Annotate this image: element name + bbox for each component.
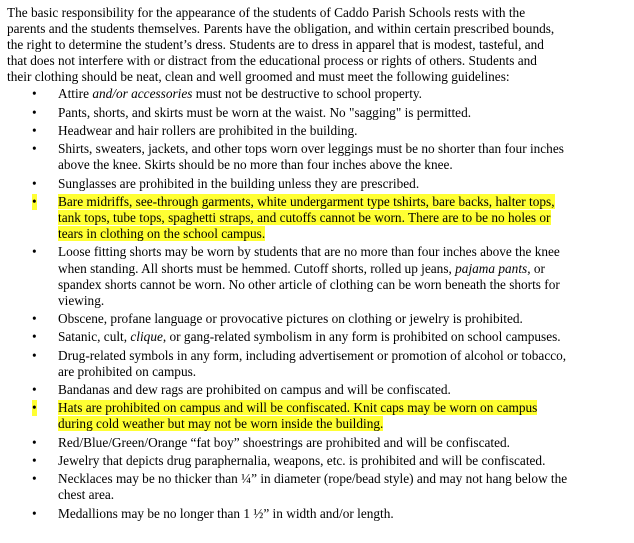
text-segment: Red/Blue/Green/Orange “fat boy” shoestrings are prohibited and will be confiscated. xyxy=(58,434,510,450)
guideline-text xyxy=(58,311,629,327)
bullet-icon: • xyxy=(32,434,37,450)
guideline-text xyxy=(58,244,629,308)
bullet-icon: • xyxy=(32,347,37,363)
text-segment: , or gang-related symbolism in any form is prohibited on school campuses. xyxy=(162,329,561,345)
bullet-icon: • xyxy=(32,141,37,157)
bullet-icon: • xyxy=(32,123,37,139)
bullet-icon: • xyxy=(32,452,37,468)
text-segment: Bare midriffs, see-through garments, white undergarment type tshirts, bare backs, halter tops, tank tops, tube tops, spaghetti straps, and cutoffs cannot be worn. There are to be no holes or tears in clothing on the school campus. xyxy=(58,193,555,242)
guideline-text xyxy=(58,194,629,242)
italic-segment: pajama pants xyxy=(455,260,528,276)
guideline-item xyxy=(7,348,629,380)
text-segment: Medallions may be no longer than 1 ½” in width and/or length. xyxy=(58,505,394,521)
guideline-item xyxy=(7,86,629,102)
text-run xyxy=(58,244,560,307)
bullet-icon: • xyxy=(32,175,37,191)
guideline-item xyxy=(7,176,629,192)
text-run xyxy=(58,141,564,172)
text-run xyxy=(58,506,394,521)
guideline-item xyxy=(7,400,629,432)
guideline-text xyxy=(58,176,629,192)
bullet-icon: • xyxy=(32,381,37,397)
text-segment: Jewelry that depicts drug paraphernalia, weapons, etc. is prohibited and will be confiscated. xyxy=(58,452,546,468)
italic-segment: and/or accessories xyxy=(92,86,193,102)
text-segment: must not be destructive to school property. xyxy=(192,86,423,102)
text-run xyxy=(58,453,545,468)
guideline-item xyxy=(7,453,629,469)
guideline-text xyxy=(58,506,629,522)
bullet-icon: • xyxy=(32,311,37,326)
text-run xyxy=(58,105,471,120)
highlighted-text xyxy=(58,194,555,241)
text-segment: Drug-related symbols in any form, including advertisement or promotion of alcohol or tobacco, are prohibited on campus. xyxy=(58,347,567,379)
bullet-icon: • xyxy=(32,400,37,416)
text-run xyxy=(58,435,510,450)
bullet-icon: • xyxy=(32,329,37,345)
guideline-item xyxy=(7,382,629,398)
guideline-text xyxy=(58,400,629,432)
guideline-text xyxy=(58,141,629,173)
text-run xyxy=(58,123,357,138)
text-segment: Necklaces may be no thicker than ¼” in diameter (rope/bead style) and may not hang below the chest area. xyxy=(58,471,568,503)
guideline-text xyxy=(58,329,629,345)
text-run xyxy=(58,86,422,101)
guideline-text xyxy=(58,453,629,469)
bullet-icon: • xyxy=(32,471,37,487)
guideline-item xyxy=(7,244,629,308)
text-segment: Obscene, profane language or provocative pictures on clothing or jewelry is prohibited. xyxy=(58,311,523,326)
guideline-text xyxy=(58,123,629,139)
text-run xyxy=(58,329,561,344)
guideline-item xyxy=(7,471,629,503)
text-run xyxy=(58,311,523,326)
guideline-item xyxy=(7,311,629,327)
italic-segment: clique xyxy=(130,329,163,345)
intro-paragraph: The basic responsibility for the appearance of the students of Caddo Parish Schools rests with the parents and the students themselves. Parents have the obligation, and within certain prescribed bounds, the right to determine the student’s dress. Students are to dress in apparel that is modest, tasteful, and that does not interfere with or distract from the educational process or rights of others. Students and their clothing should be neat, clean and well groomed and must meet the following guidelines: xyxy=(7,5,555,85)
text-run xyxy=(58,471,567,502)
text-segment: Hats are prohibited on campus and will be confiscated. Knit caps may be worn on campus during cold weather but may not be worn inside the building. xyxy=(58,400,538,432)
guideline-item xyxy=(7,123,629,139)
text-segment: Bandanas and dew rags are prohibited on campus and will be confiscated. xyxy=(58,381,451,397)
guideline-item xyxy=(7,435,629,451)
text-run xyxy=(58,176,419,191)
bullet-icon: • xyxy=(32,104,37,120)
bullet-icon: • xyxy=(32,193,37,209)
dress-code-document xyxy=(7,5,629,524)
bullet-icon: • xyxy=(32,505,37,521)
guideline-item xyxy=(7,141,629,173)
guideline-text xyxy=(58,348,629,380)
guideline-text xyxy=(58,435,629,451)
text-segment: Headwear and hair rollers are prohibited in the building. xyxy=(58,123,358,139)
text-run xyxy=(58,348,566,379)
text-segment: Satanic, cult, xyxy=(58,329,131,345)
highlighted-text xyxy=(58,400,537,431)
bullet-icon: • xyxy=(32,244,37,260)
guideline-text xyxy=(58,86,629,102)
guideline-item xyxy=(7,329,629,345)
text-segment: Attire xyxy=(58,86,93,102)
guideline-text xyxy=(58,382,629,398)
text-segment: , or spandex shorts cannot be worn. No other article of clothing can be worn beneath the shorts for viewing. xyxy=(58,260,560,308)
text-segment: Loose fitting shorts may be worn by students that are no more than four inches above the knee when standing. All shorts must be hemmed. Cutoff shorts, rolled up jeans, xyxy=(58,244,560,276)
text-segment: Sunglasses are prohibited in the building unless they are prescribed. xyxy=(58,175,420,191)
guidelines-list xyxy=(7,86,629,521)
text-run xyxy=(58,382,451,397)
guideline-text xyxy=(58,471,629,503)
text-segment: Shirts, sweaters, jackets, and other tops worn over leggings must be no shorter than four inches above the knee. Skirts should be no more than four inches above the knee. xyxy=(58,141,564,173)
guideline-item xyxy=(7,506,629,522)
guideline-text xyxy=(58,105,629,121)
guideline-item xyxy=(7,105,629,121)
guideline-item xyxy=(7,194,629,242)
bullet-icon: • xyxy=(32,86,37,102)
text-segment: Pants, shorts, and skirts must be worn at the waist. No "sagging" is permitted. xyxy=(58,104,472,120)
